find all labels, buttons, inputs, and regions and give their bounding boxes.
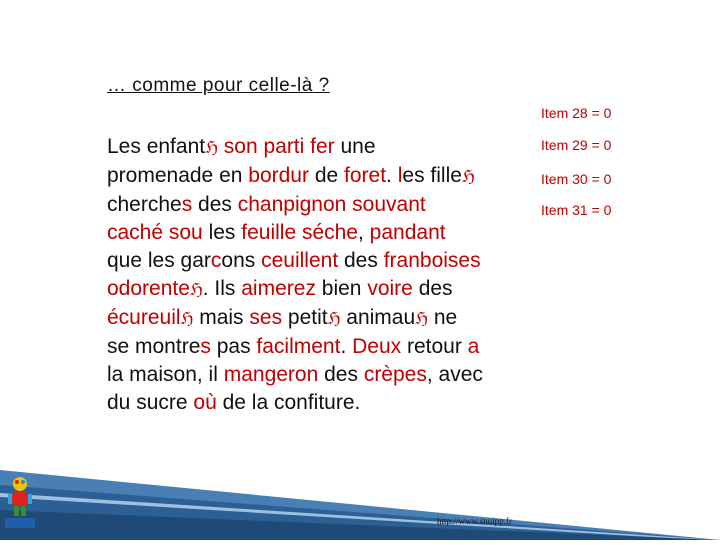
paragraph-text: de la confiture. [216,391,361,414]
spelling-error: s [200,335,211,358]
paragraph-text: , avec [426,363,483,386]
spelling-error: l [397,164,403,187]
paragraph-text: de [308,164,345,187]
spelling-error: odorente [107,277,190,300]
paragraph-line [107,389,547,417]
spelling-error: franboises [383,249,481,272]
paragraph-text: retour [401,335,468,358]
paragraph-text: , [358,221,370,244]
spelling-error: ceuillent [261,249,339,272]
spelling-error: pandant [369,221,446,244]
missing-letter-mark-icon: ℌ [415,309,428,329]
spelling-error: foret [344,164,387,187]
paragraph-text: des [192,193,238,216]
missing-letter-mark-icon: ℌ [327,309,341,329]
paragraph-text: des [338,249,384,272]
spelling-error: a [467,335,480,358]
paragraph-text: la maison, il [107,363,224,386]
paragraph-line [107,162,547,191]
spelling-error: ses [249,306,283,329]
paragraph-text: . Ils [202,277,242,300]
snuipp-logo [3,470,37,540]
paragraph-text: bien [315,277,368,300]
spelling-error: écureuil [107,306,181,329]
item-score: Item 30 = 0 [541,171,612,187]
spelling-error: chanpignon souvant [237,193,426,216]
missing-letter-mark-icon: ℌ [189,280,203,300]
paragraph-text: se montre [107,335,201,358]
paragraph-text: animau [340,306,416,329]
paragraph-text: . [340,335,353,358]
paragraph-text: . [386,164,398,187]
spelling-error: feuille séche [241,221,358,244]
footer-wave-decoration [0,455,720,540]
paragraph-text: petit [282,306,328,329]
spelling-error: son parti fer [223,135,335,158]
paragraph-line [107,333,547,361]
dictation-paragraph [107,133,547,417]
paragraph-text: une [334,135,376,158]
spelling-error: où [193,391,217,414]
paragraph-line [107,133,547,162]
paragraph-text: Les enfant [107,135,206,158]
paragraph-text: mais [193,306,250,329]
spelling-error: bordur [248,164,309,187]
paragraph-line [107,304,547,333]
spelling-error: aimerez [241,277,316,300]
spelling-error: Deux [352,335,402,358]
paragraph-line [107,247,547,275]
spelling-error: voire [367,277,413,300]
footer-url: http://www.snuipp.fr [437,516,512,526]
paragraph-text: ne [427,306,458,329]
paragraph-text: des [318,363,364,386]
spelling-error: crèpes [363,363,427,386]
spelling-error: s [181,193,193,216]
paragraph-line [107,219,547,247]
item-score: Item 29 = 0 [541,137,612,153]
missing-letter-mark-icon: ℌ [461,167,475,187]
spelling-error: mangeron [223,363,319,386]
paragraph-text: du sucre [107,391,194,414]
slide-heading: … comme pour celle-là ? [107,75,330,96]
missing-letter-mark-icon: ℌ [205,138,218,158]
paragraph-text: cherche [107,193,182,216]
paragraph-line [107,361,547,389]
paragraph-text: es fille [402,164,462,187]
paragraph-line [107,191,547,219]
paragraph-text: les [202,221,242,244]
spelling-error: facilment [256,335,341,358]
spelling-error: c [210,249,222,272]
item-score: Item 28 = 0 [541,105,612,121]
missing-letter-mark-icon: ℌ [180,309,194,329]
spelling-error: caché sou [107,221,203,244]
paragraph-text: promenade en [107,164,249,187]
paragraph-text: des [412,277,453,300]
paragraph-text: ons [221,249,262,272]
paragraph-text: que les gar [107,249,211,272]
paragraph-line [107,275,547,304]
item-score: Item 31 = 0 [541,202,612,218]
paragraph-text: pas [210,335,257,358]
